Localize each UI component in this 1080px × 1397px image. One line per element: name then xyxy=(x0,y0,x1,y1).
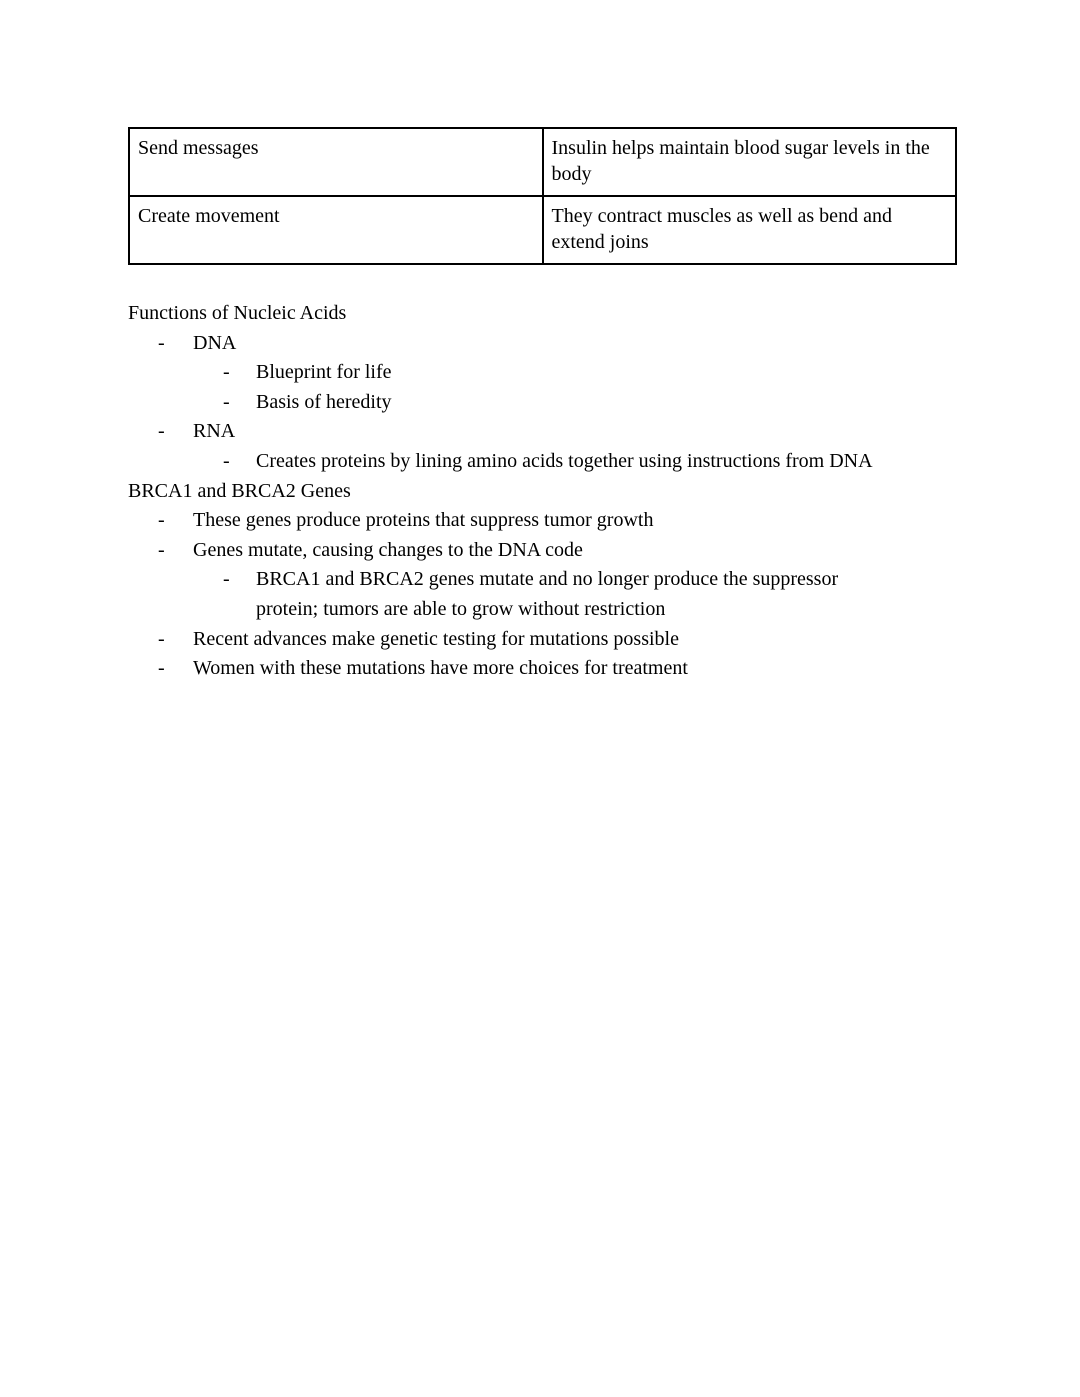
bullet-dash: - xyxy=(158,627,165,650)
list-item-text: Basis of heredity xyxy=(256,390,392,413)
list-item-genetic-testing xyxy=(128,625,952,655)
bullet-dash: - xyxy=(223,568,230,591)
list-item-genes-mutate xyxy=(128,536,952,566)
table-cell-create-movement: Create movement xyxy=(129,196,543,264)
list-item-suppress-tumor-growth xyxy=(128,506,952,536)
list-item-text: BRCA1 and BRCA2 genes mutate and no longer produce the suppressor protein; tumors are able to grow without restriction xyxy=(256,568,839,620)
table-cell-muscle-function: They contract muscles as well as bend and extend joins xyxy=(543,196,957,264)
bullet-dash: - xyxy=(223,361,230,384)
bullet-dash: - xyxy=(158,420,165,443)
list-item-rna xyxy=(128,417,952,447)
list-item-basis-of-heredity xyxy=(128,388,952,418)
table-cell-send-messages: Send messages xyxy=(129,128,543,196)
list-item-brca-mutation-effect xyxy=(128,565,952,624)
heading-functions-of-nucleic-acids: Functions of Nucleic Acids xyxy=(128,302,347,324)
list-item-dna xyxy=(128,329,952,359)
functions-table xyxy=(128,127,957,265)
list-item-text: Recent advances make genetic testing for mutations possible xyxy=(193,627,679,650)
list-item-text: Blueprint for life xyxy=(256,361,392,384)
list-item-text: Creates proteins by lining amino acids together using instructions from DNA xyxy=(256,449,873,472)
table-row xyxy=(129,196,956,264)
list-item-text: DNA xyxy=(193,331,237,354)
bullet-dash: - xyxy=(223,449,230,472)
list-item-text: Genes mutate, causing changes to the DNA code xyxy=(193,538,583,561)
bullet-dash: - xyxy=(158,331,165,354)
bullet-dash: - xyxy=(158,657,165,680)
table-cell-insulin-function: Insulin helps maintain blood sugar levels in the body xyxy=(543,128,957,196)
list-item-creates-proteins xyxy=(128,447,952,477)
list-item-text: RNA xyxy=(193,420,236,443)
document-body xyxy=(128,299,952,684)
bullet-dash: - xyxy=(158,509,165,532)
list-item-text: Women with these mutations have more choices for treatment xyxy=(193,657,688,680)
heading-brca1-brca2-genes: BRCA1 and BRCA2 Genes xyxy=(128,479,351,502)
bullet-dash: - xyxy=(158,538,165,561)
bullet-dash: - xyxy=(223,390,230,413)
list-item-treatment-choices xyxy=(128,654,952,684)
table-row xyxy=(129,128,956,196)
list-item-blueprint-for-life xyxy=(128,358,952,388)
list-item-text: These genes produce proteins that suppress tumor growth xyxy=(193,509,654,532)
